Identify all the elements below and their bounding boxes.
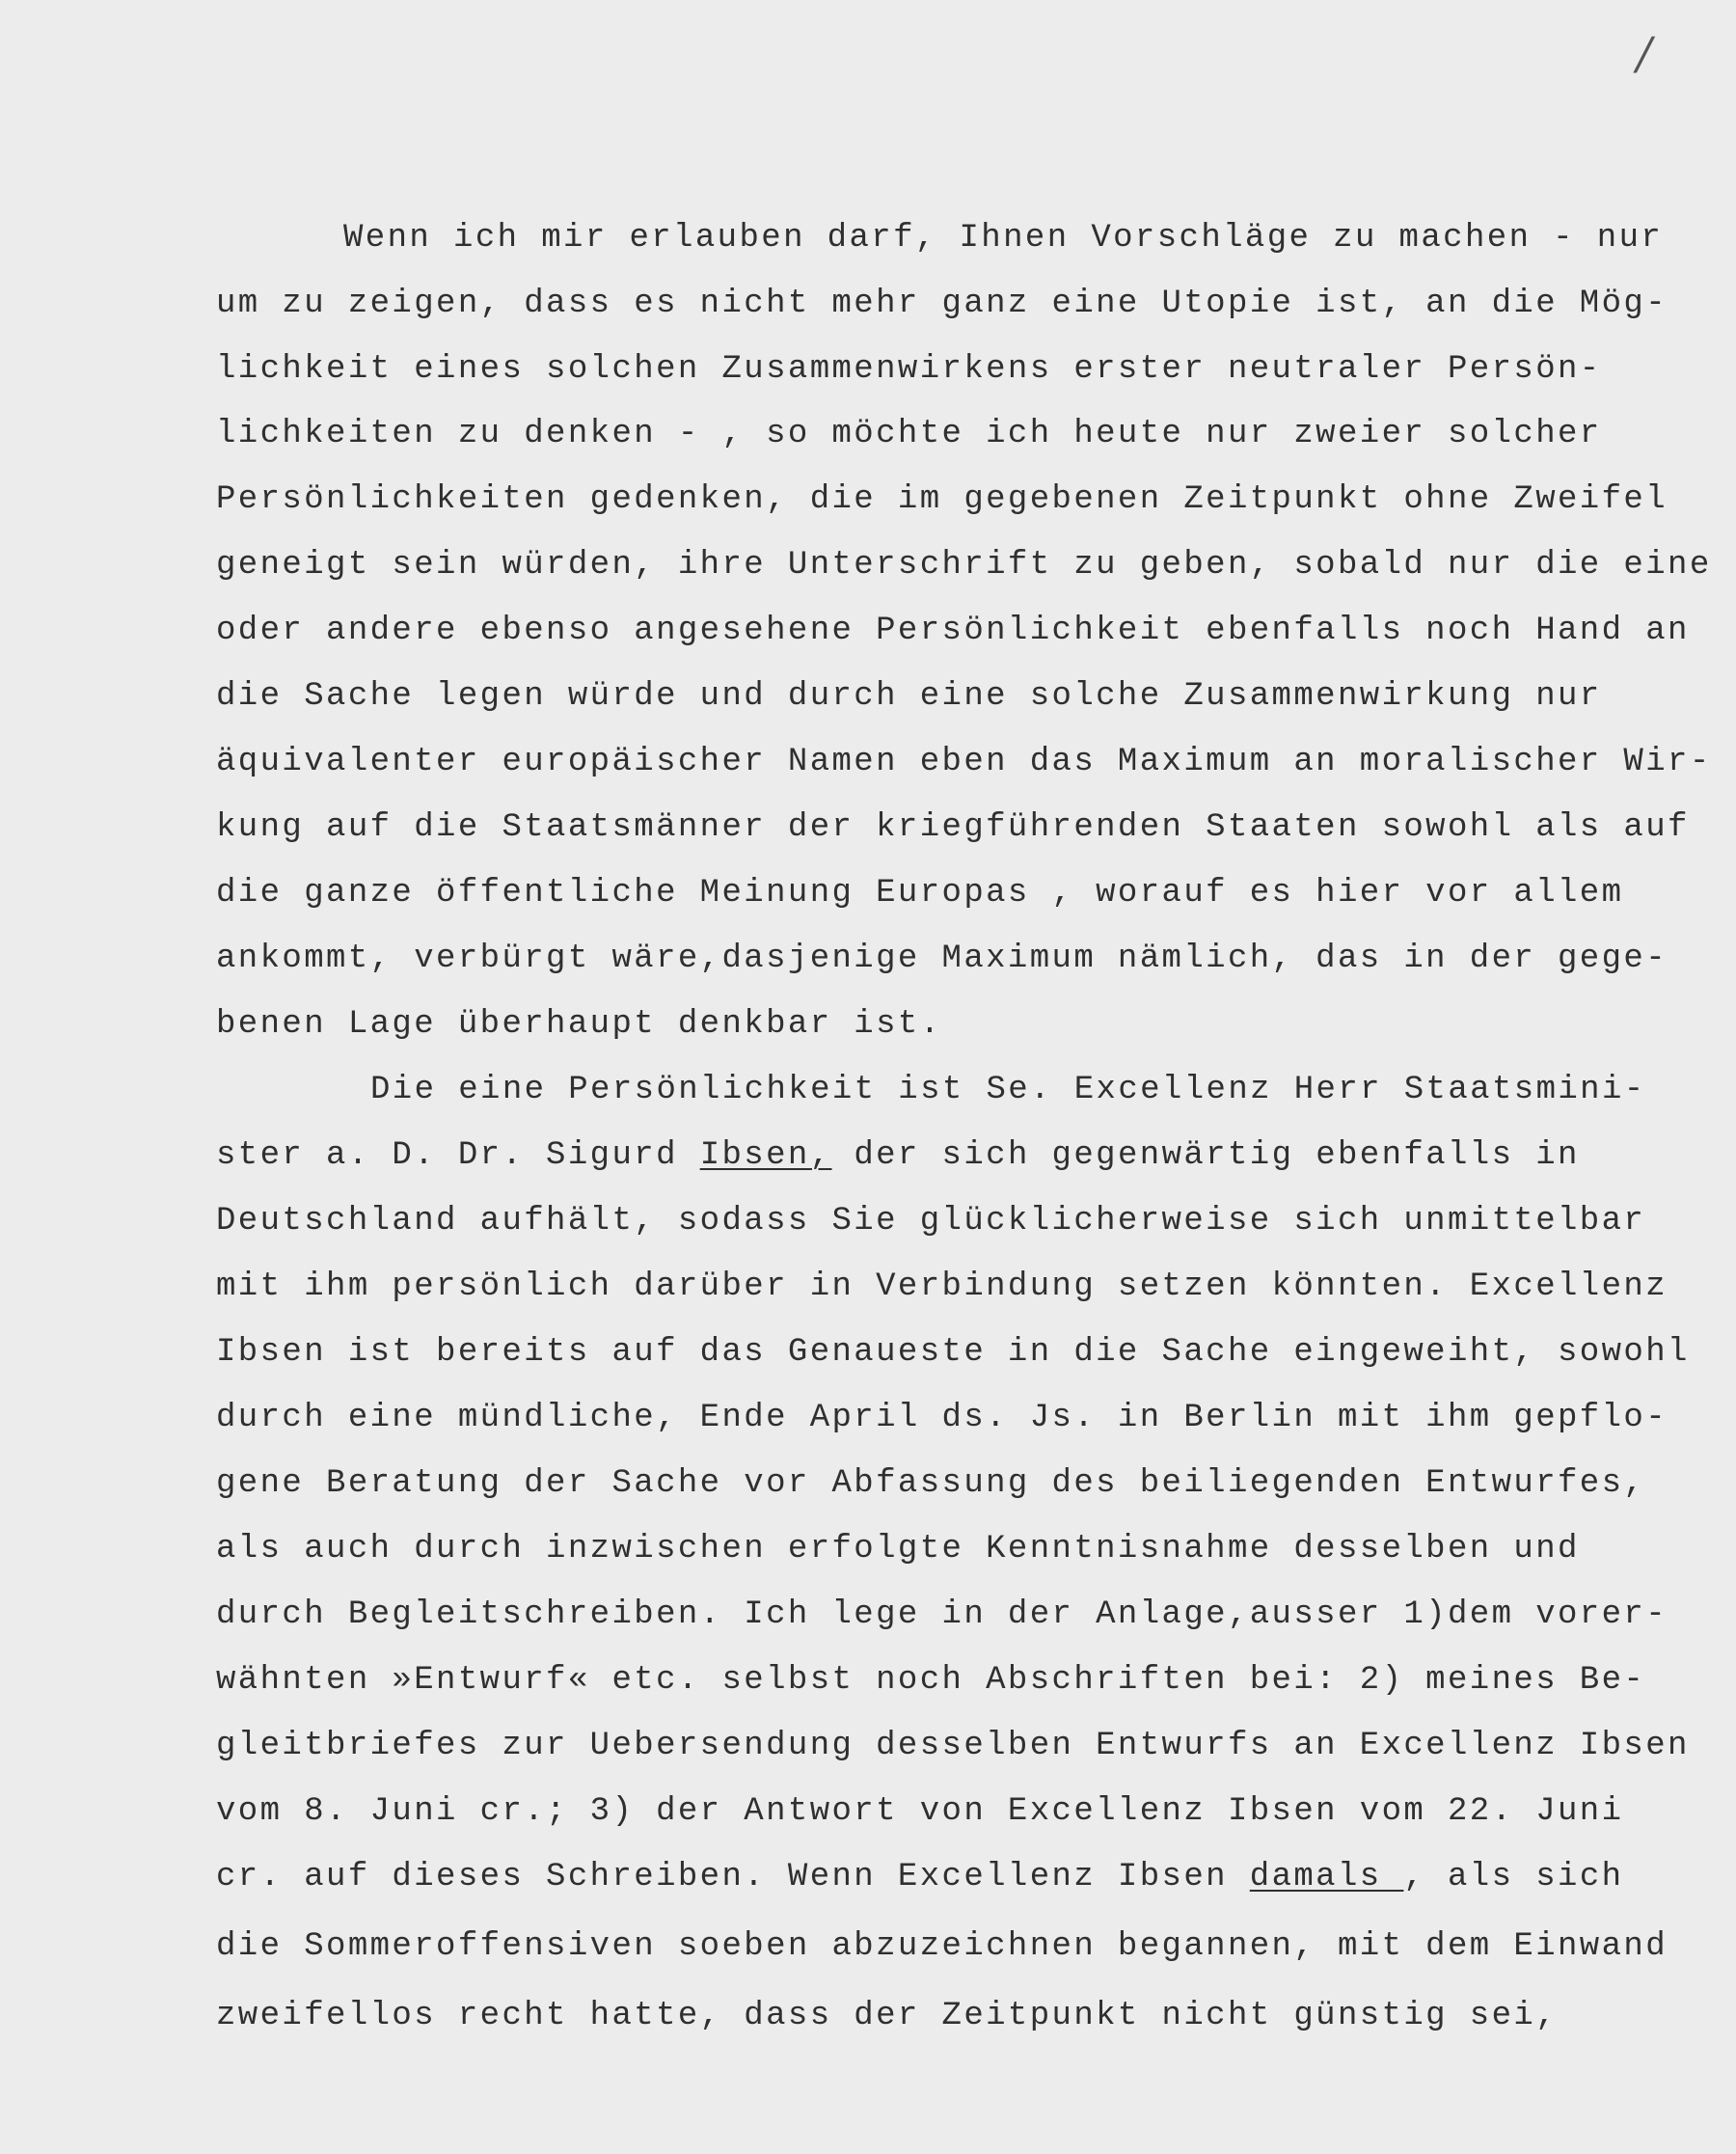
text-segment: ster a. D. Dr. Sigurd bbox=[216, 1137, 700, 1174]
text-line: die Sommeroffensiven soeben abzuzeichnen begannen, mit dem Einwand bbox=[216, 1928, 1668, 1965]
text-segment: cr. auf dieses Schreiben. Wenn Excellenz Ibsen bbox=[216, 1859, 1250, 1895]
text-line: geneigt sein würden, ihre Unterschrift zu geben, sobald nur die eine bbox=[216, 547, 1712, 584]
text-line: Die eine Persönlichkeit ist Se. Excellenz Herr Staatsmini- bbox=[370, 1072, 1646, 1108]
text-line: äquivalenter europäischer Namen eben das Maximum an moralischer Wir- bbox=[216, 744, 1712, 780]
text-line: lichkeit eines solchen Zusammenwirkens erster neutraler Persön- bbox=[216, 351, 1602, 388]
text-line: benen Lage überhaupt denkbar ist. bbox=[216, 1006, 942, 1043]
text-line: mit ihm persönlich darüber in Verbindung setzen könnten. Excellenz bbox=[216, 1268, 1668, 1305]
page-number: / bbox=[1637, 27, 1652, 79]
underlined-name: Ibsen, bbox=[699, 1137, 832, 1174]
text-line: Wenn ich mir erlauben darf, Ihnen Vorschläge zu machen - nur bbox=[343, 220, 1664, 257]
text-line: oder andere ebenso angesehene Persönlichkeit ebenfalls noch Hand an bbox=[216, 613, 1690, 649]
text-line: durch eine mündliche, Ende April ds. Js. in Berlin mit ihm gepflo- bbox=[216, 1400, 1668, 1436]
text-segment: der sich gegenwärtig ebenfalls in bbox=[831, 1137, 1580, 1174]
text-line: die Sache legen würde und durch eine solche Zusammenwirkung nur bbox=[216, 678, 1602, 715]
text-line: wähnten »Entwurf« etc. selbst noch Abschriften bei: 2) meines Be- bbox=[216, 1662, 1646, 1699]
text-line: lichkeiten zu denken - , so möchte ich heute nur zweier solcher bbox=[216, 416, 1602, 452]
text-line: Ibsen ist bereits auf das Genaueste in die Sache eingeweiht, sowohl bbox=[216, 1334, 1690, 1371]
text-line: Deutschland aufhält, sodass Sie glücklicherweise sich unmittelbar bbox=[216, 1203, 1646, 1240]
text-line: kung auf die Staatsmänner der kriegführenden Staaten sowohl als auf bbox=[216, 809, 1690, 846]
text-line: gleitbriefes zur Uebersendung desselben Entwurfs an Excellenz Ibsen bbox=[216, 1728, 1690, 1764]
text-segment: , als sich bbox=[1403, 1859, 1624, 1895]
text-line: zweifellos recht hatte, dass der Zeitpunkt nicht günstig sei, bbox=[216, 1998, 1559, 2034]
text-line: als auch durch inzwischen erfolgte Kenntnisnahme desselben und bbox=[216, 1531, 1580, 1568]
underlined-word: damals bbox=[1249, 1859, 1404, 1895]
text-line: die ganze öffentliche Meinung Europas , worauf es hier vor allem bbox=[216, 875, 1624, 912]
text-line: vom 8. Juni cr.; 3) der Antwort von Excellenz Ibsen vom 22. Juni bbox=[216, 1793, 1624, 1830]
text-line: durch Begleitschreiben. Ich lege in der Anlage,ausser 1)dem vorer- bbox=[216, 1596, 1668, 1633]
text-line bbox=[216, 1858, 1623, 1896]
text-line: gene Beratung der Sache vor Abfassung des beiliegenden Entwurfes, bbox=[216, 1465, 1646, 1502]
text-line: Persönlichkeiten gedenken, die im gegebenen Zeitpunkt ohne Zweifel bbox=[216, 481, 1668, 518]
text-line: ankommt, verbürgt wäre,dasjenige Maximum nämlich, das in der gege- bbox=[216, 941, 1668, 977]
text-line: um zu zeigen, dass es nicht mehr ganz eine Utopie ist, an die Mög- bbox=[216, 286, 1668, 322]
text-line bbox=[216, 1136, 1580, 1175]
